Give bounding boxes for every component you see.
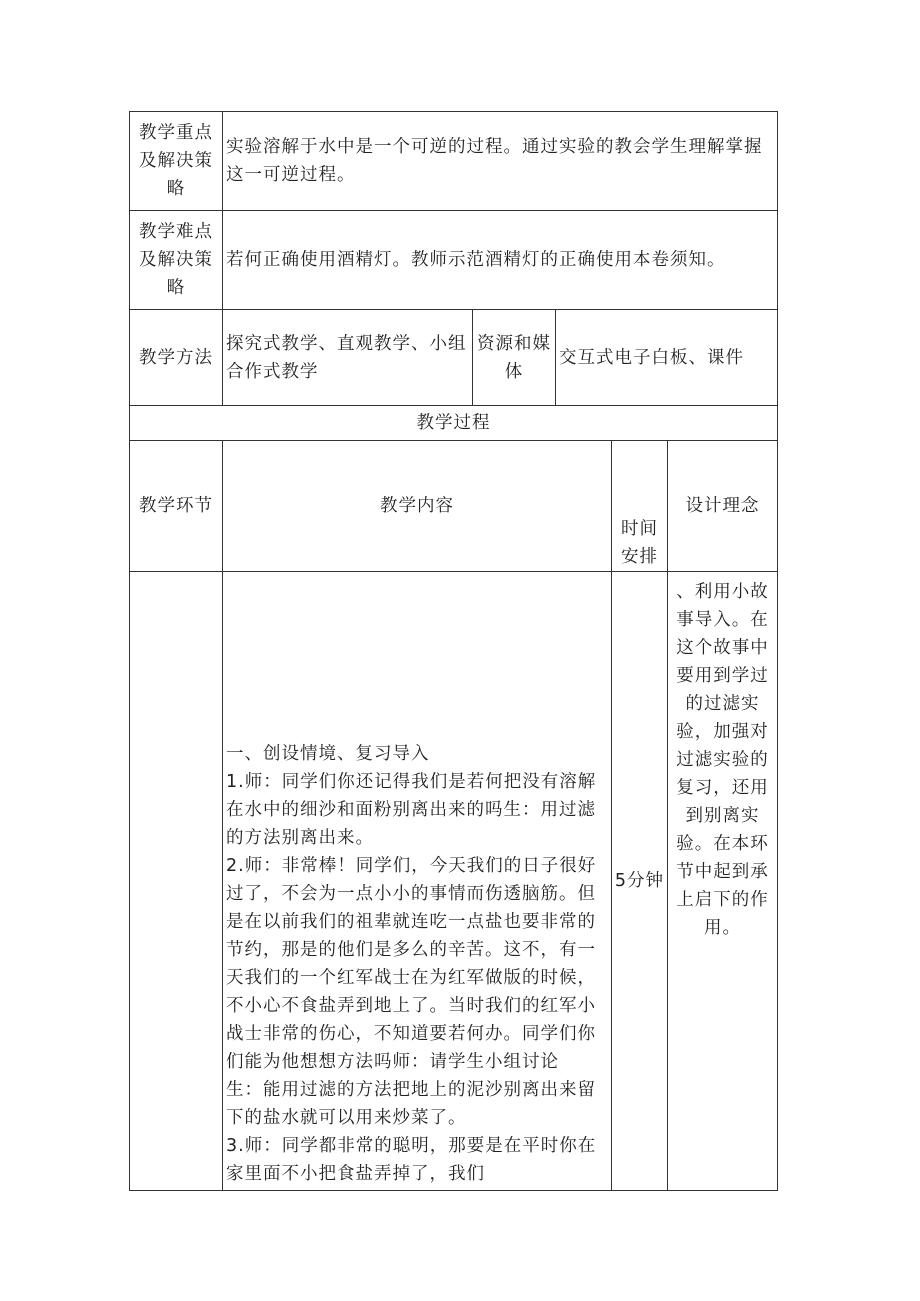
difficult-point-content: 若何正确使用酒精灯。教师示范酒精灯的正确使用本卷须知。	[223, 211, 778, 310]
resource-content: 交互式电子白板、课件	[556, 310, 778, 406]
key-point-label: 教学重点及解决策略	[130, 112, 223, 211]
stage-time: 5分钟	[612, 572, 668, 1191]
stage-content: 一、创设情境、复习导入 1.师：同学们你还记得我们是若何把没有溶解在水中的细沙和面粉别离出来的吗生：用过滤的方法别离出来。 2.师：非常棒！同学们，今天我们的日子很好过了，不会为一点小小的事情而伤透脑筋。但是在以前我们的祖辈就连吃一点盐也要非常的节约，那是的他们是多么的辛苦。这不，有一天我们的一个红军战士在为红军做版的时候，不小心不食盐弄到地上了。当时我们的红军小战士非常的伤心，不知道要若何办。同学们你们能为他想想方法吗师：请学生小组讨论 生：能用过滤的方法把地上的泥沙别离出来留下的盐水就可以用来炒菜了。 3.师：同学都非常的聪明，那要是在平时你在家里面不小把食盐弄掉了，我们	[223, 572, 612, 1191]
header-rationale: 设计理念	[668, 441, 778, 572]
difficult-point-row	[130, 211, 778, 310]
lesson-plan-table	[129, 111, 778, 1191]
process-title-row	[130, 406, 778, 441]
key-point-row	[130, 112, 778, 211]
process-row	[130, 572, 778, 1191]
method-label: 教学方法	[130, 310, 223, 406]
key-point-content: 实验溶解于水中是一个可逆的过程。通过实验的教会学生理解掌握这一可逆过程。	[223, 112, 778, 211]
process-header-row	[130, 441, 778, 572]
stage-cell	[130, 572, 223, 1191]
difficult-point-label: 教学难点及解决策略	[130, 211, 223, 310]
process-title: 教学过程	[130, 406, 778, 441]
method-content: 探究式教学、直观教学、小组合作式教学	[223, 310, 473, 406]
resource-label: 资源和媒体	[473, 310, 556, 406]
header-stage: 教学环节	[130, 441, 223, 572]
stage-rationale: 、利用小故事导入。在这个故事中要用到学过的过滤实验，加强对过滤实验的复习，还用到别离实验。在本环节中起到承上启下的作用。	[668, 572, 778, 1191]
method-row	[130, 310, 778, 406]
header-time: 时间安排	[612, 441, 668, 572]
header-content: 教学内容	[223, 441, 612, 572]
